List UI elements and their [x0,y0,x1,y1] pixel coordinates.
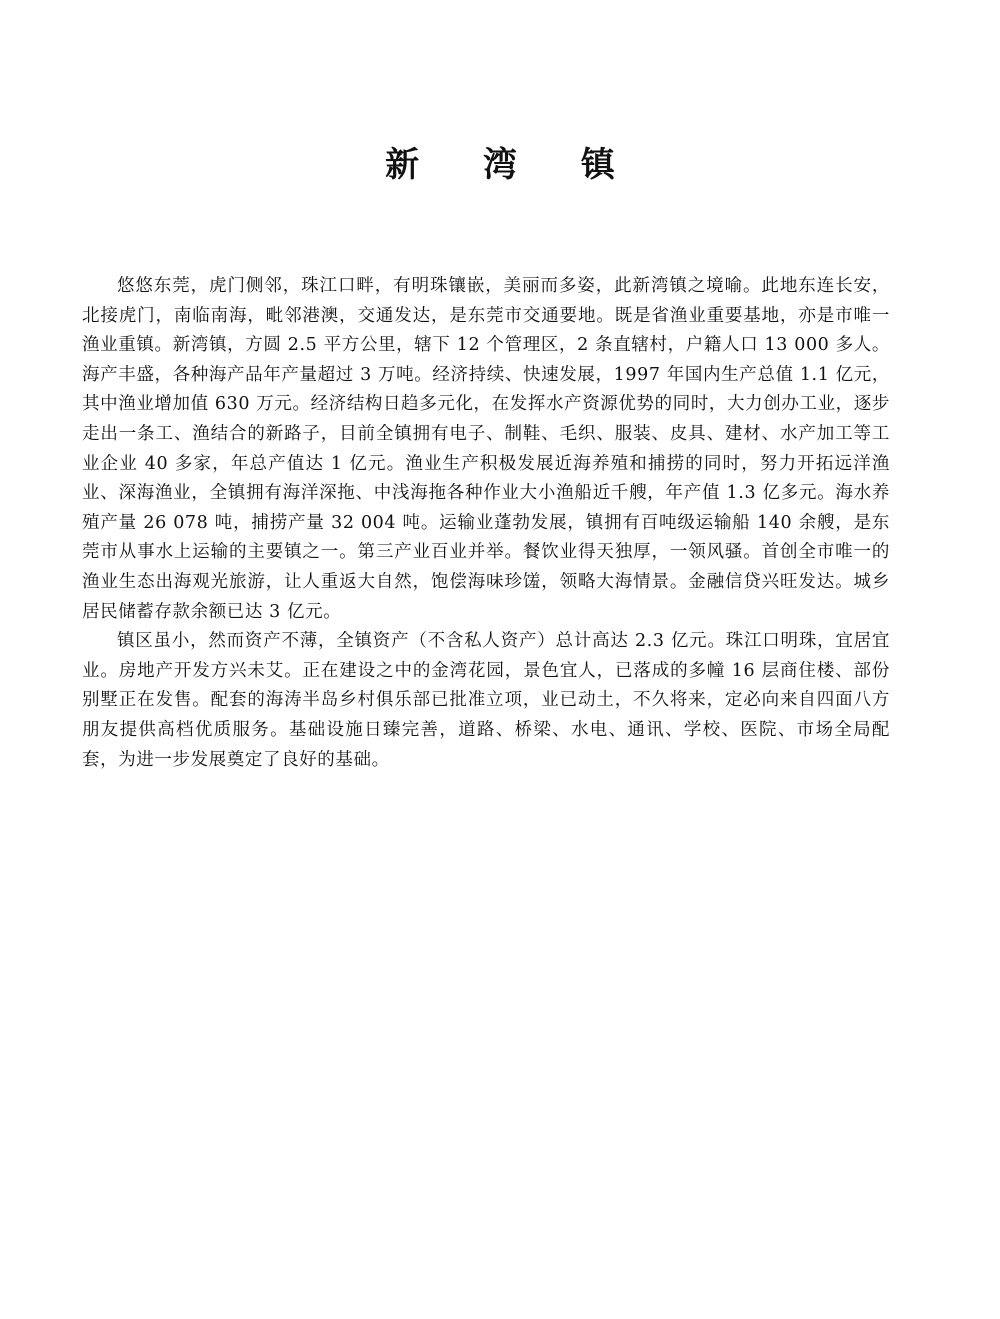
article-body [82,272,890,775]
page-title: 新 湾 镇 [385,145,641,185]
paragraph-2: 镇区虽小，然而资产不薄，全镇资产（不含私人资产）总计高达 2.3 亿元。珠江口明珠，宜居宜业。房地产开发方兴未艾。正在建设之中的金湾花园，景色宜人，已落成的多幢 16 层商住楼、部份别墅正在发售。配套的海涛半岛乡村俱乐部已批准立项，业已动土，不久将来，定必向来自四面八方朋友提供高档优质服务。基础设施日臻完善，道路、桥梁、水电、通讯、学校、医院、市场全局配套，为进一步发展奠定了良好的基础。 [82,631,890,770]
paragraph-1: 悠悠东莞，虎门侧邻，珠江口畔，有明珠镶嵌，美丽而多姿，此新湾镇之境喻。此地东连长安，北接虎门，南临南海，毗邻港澳，交通发达，是东莞市交通要地。既是省渔业重要基地，亦是市唯一渔业重镇。新湾镇，方圆 2.5 平方公里，辖下 12 个管理区，2 条直辖村，户籍人口 13 000 多人。海产丰盛，各种海产品年产量超过 3 万吨。经济持续、快速发展，1997 年国内生产总值 1.1 亿元，其中渔业增加值 630 万元。经济结构日趋多元化，在发挥水产资源优势的同时，大力创办工业，逐步走出一条工、渔结合的新路子，目前全镇拥有电子、制鞋、毛织、服装、皮具、建材、水产加工等工业企业 40 多家，年总产值达 1 亿元。渔业生产积极发展近海养殖和捕捞的同时，努力开拓远洋渔业、深海渔业，全镇拥有海洋深拖、中浅海拖各种作业大小渔船近千艘，年产值 1.3 亿多元。海水养殖产量 26 078 吨，捕捞产量 32 004 吨。运输业蓬勃发展，镇拥有百吨级运输船 140 余艘，是东莞市从事水上运输的主要镇之一。第三产业百业并举。餐饮业得天独厚，一领风骚。首创全市唯一的渔业生态出海观光旅游，让人重返大自然，饱偿海味珍馐，领略大海情景。金融信贷兴旺发达。城乡居民储蓄存款余额已达 3 亿元。 [82,276,890,622]
